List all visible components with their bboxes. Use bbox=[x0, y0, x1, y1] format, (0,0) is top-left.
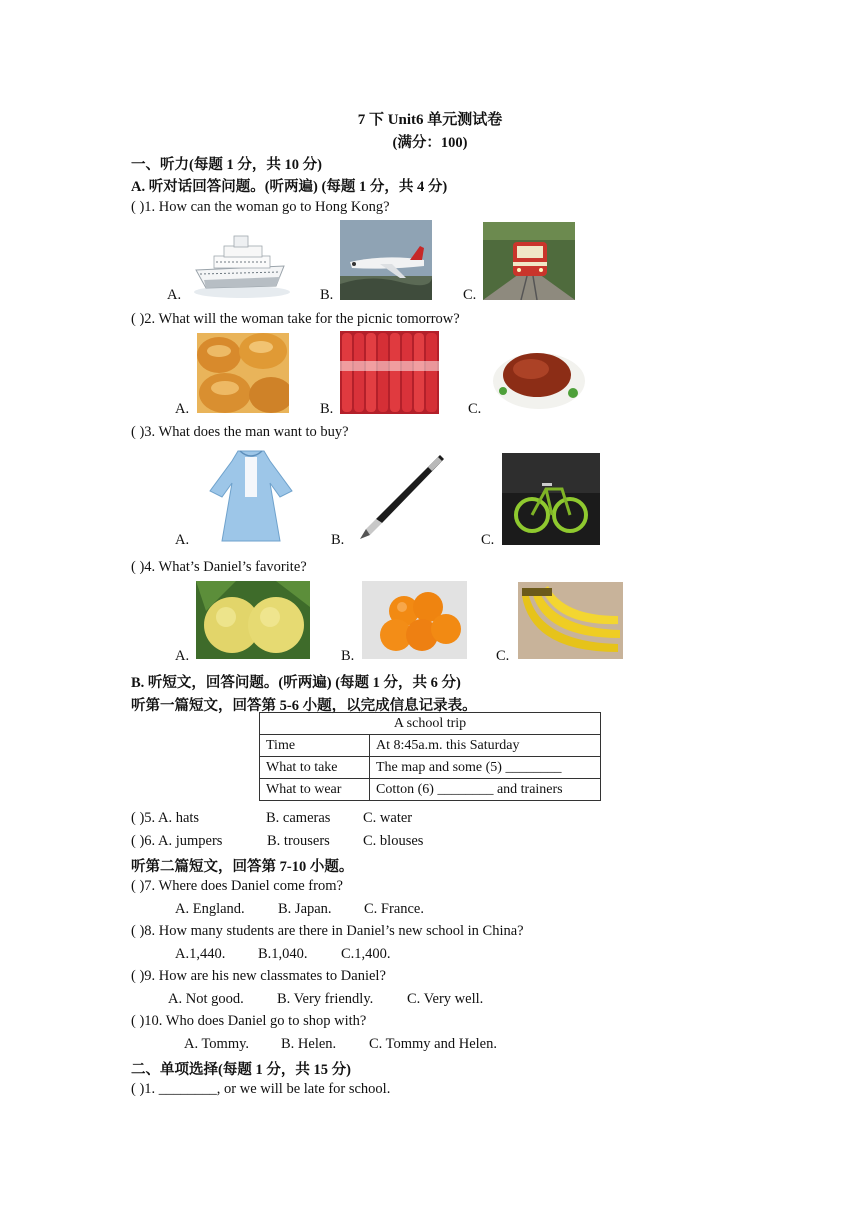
oranges-picture bbox=[362, 581, 467, 659]
question-6-option-c: C. blouses bbox=[363, 833, 424, 849]
train-picture bbox=[483, 222, 575, 300]
q1-option-a-label: A. bbox=[167, 287, 182, 303]
question-8-option-c: C.1,400. bbox=[341, 946, 391, 962]
question-7-stem: ( )7. Where does Daniel come from? bbox=[131, 878, 343, 894]
table-cell-label: What to wear bbox=[260, 779, 370, 801]
ship-picture bbox=[190, 222, 290, 300]
question-9-option-a: A. Not good. bbox=[168, 991, 244, 1007]
question-10-option-a: A. Tommy. bbox=[184, 1036, 250, 1052]
school-trip-table bbox=[259, 712, 601, 801]
question-9-option-b: B. Very friendly. bbox=[277, 991, 374, 1007]
question-8-stem: ( )8. How many students are there in Daniel’s new school in China? bbox=[131, 923, 524, 939]
table-cell-value: The map and some (5) ________ bbox=[370, 757, 601, 779]
question-6-stem: ( )6. A. jumpers bbox=[131, 833, 223, 849]
question-5-option-b: B. cameras bbox=[266, 810, 331, 826]
page-title: 7 下 Unit6 单元测试卷 bbox=[357, 112, 503, 128]
question-6-option-b: B. trousers bbox=[267, 833, 330, 849]
bread-picture bbox=[197, 333, 289, 413]
q3-option-b-label: B. bbox=[331, 532, 345, 548]
q3-option-a-label: A. bbox=[175, 532, 190, 548]
q4-option-b-label: B. bbox=[341, 648, 355, 664]
section-2-heading: 二、单项选择(每题 1 分，共 15 分) bbox=[131, 1062, 351, 1078]
passage-1-instruction: 听第一篇短文，回答第 5-6 小题，以完成信息记录表。 bbox=[131, 698, 477, 714]
bicycle-picture bbox=[502, 453, 600, 545]
table-row bbox=[260, 735, 601, 757]
q2-option-b-label: B. bbox=[320, 401, 334, 417]
part-b-heading: B. 听短文，回答问题。(听两遍) (每题 1 分，共 6 分) bbox=[131, 675, 461, 691]
part-a-heading: A. 听对话回答问题。(听两遍) (每题 1 分，共 4 分) bbox=[131, 179, 448, 195]
question-8-option-a: A.1,440. bbox=[175, 946, 226, 962]
section-2-question-1: ( )1. ________, or we will be late for school. bbox=[131, 1081, 391, 1097]
table-cell-value: At 8:45a.m. this Saturday bbox=[370, 735, 601, 757]
question-3: ( )3. What does the man want to buy? bbox=[131, 424, 349, 440]
table-cell-label: Time bbox=[260, 735, 370, 757]
q2-option-a-label: A. bbox=[175, 401, 190, 417]
section-1-heading: 一、听力(每题 1 分，共 10 分) bbox=[131, 157, 322, 173]
pen-picture bbox=[352, 451, 446, 541]
q1-option-c-label: C. bbox=[463, 287, 477, 303]
pears-picture bbox=[196, 581, 310, 659]
q2-option-c-label: C. bbox=[468, 401, 482, 417]
question-9-stem: ( )9. How are his new classmates to Daniel? bbox=[131, 968, 386, 984]
q1-option-b-label: B. bbox=[320, 287, 334, 303]
bananas-picture bbox=[518, 582, 623, 659]
plane-picture bbox=[340, 220, 432, 300]
table-cell-label: What to take bbox=[260, 757, 370, 779]
question-7-option-a: A. England. bbox=[175, 901, 245, 917]
table-row bbox=[260, 757, 601, 779]
q4-option-a-label: A. bbox=[175, 648, 190, 664]
question-8-option-b: B.1,040. bbox=[258, 946, 308, 962]
passage-2-instruction: 听第二篇短文，回答第 7-10 小题。 bbox=[131, 859, 354, 875]
question-10-option-c: C. Tommy and Helen. bbox=[369, 1036, 497, 1052]
q3-option-c-label: C. bbox=[481, 532, 495, 548]
page-subtitle: (满分：100) bbox=[392, 135, 468, 151]
question-7-option-b: B. Japan. bbox=[278, 901, 332, 917]
table-header: A school trip bbox=[260, 713, 601, 735]
sausages-picture bbox=[340, 331, 439, 414]
table-row bbox=[260, 779, 601, 801]
question-2: ( )2. What will the woman take for the picnic tomorrow? bbox=[131, 311, 460, 327]
question-7-option-c: C. France. bbox=[364, 901, 424, 917]
question-1: ( )1. How can the woman go to Hong Kong? bbox=[131, 199, 390, 215]
q4-option-c-label: C. bbox=[496, 648, 510, 664]
question-5-stem: ( )5. A. hats bbox=[131, 810, 200, 826]
roast-duck-picture bbox=[489, 333, 587, 413]
question-10-option-b: B. Helen. bbox=[281, 1036, 337, 1052]
question-10-stem: ( )10. Who does Daniel go to shop with? bbox=[131, 1013, 367, 1029]
question-9-option-c: C. Very well. bbox=[407, 991, 484, 1007]
question-5-option-c: C. water bbox=[363, 810, 413, 826]
dress-picture bbox=[200, 447, 302, 545]
question-4: ( )4. What’s Daniel’s favorite? bbox=[131, 559, 307, 575]
table-cell-value: Cotton (6) ________ and trainers bbox=[370, 779, 601, 801]
